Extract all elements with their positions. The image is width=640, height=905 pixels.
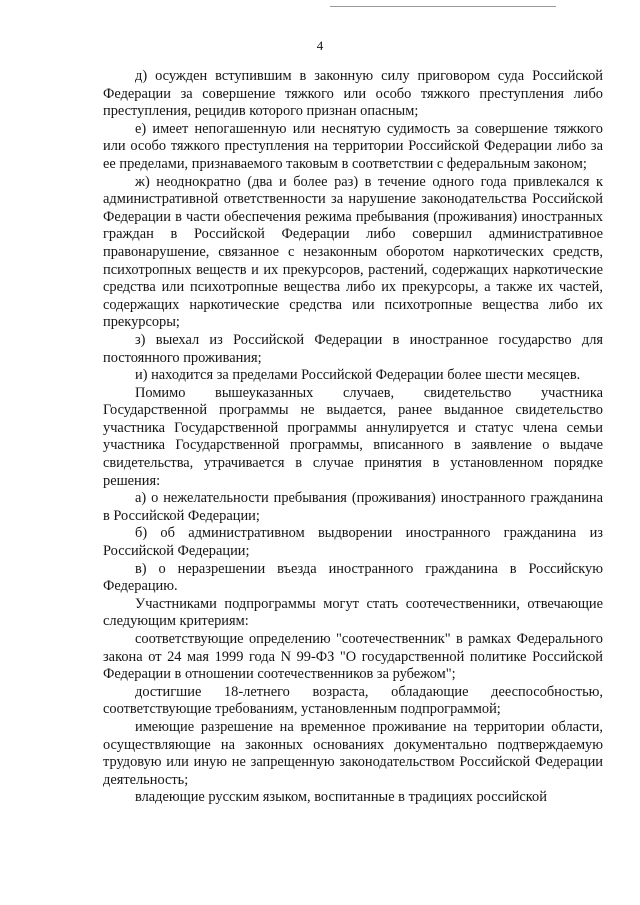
paragraph-e: е) имеет непогашенную или неснятую судимость за совершение тяжкого или особо тяжкого преступления на территории Российской Федерации либо за ее пределами, признаваемого таковым в соответствии с федеральным законом; (103, 120, 603, 172)
paragraph-z: з) выехал из Российской Федерации в иностранное государство для постоянного проживания; (103, 331, 603, 366)
paragraph-a-undesirability: а) о нежелательности пребывания (проживания) иностранного гражданина в Российской Федерации; (103, 490, 603, 524)
criterion-residence-permit: имеющие разрешение на временное проживание на территории области, осуществляющие на законных основаниях документально подтверждаемую трудовую или иную не запрещенную законодательством Российской Федерации деятельность; (103, 718, 603, 788)
criterion-compatriot: соответствующие определению "соотечественник" в рамках Федерального закона от 24 мая 1999 года N 99-ФЗ "О государственной политике Российской Федерации в отношении соотечественников за рубежом"; (103, 631, 603, 683)
paragraph-b-deportation: б) об административном выдворении иностранного гражданина из Российской Федерации; (103, 525, 603, 560)
criterion-russian-language: владеющие русским языком, воспитанные в традициях российской (135, 789, 547, 806)
page-number: 4 (316, 38, 324, 53)
paragraph-d: д) осужден вступившим в законную силу приговором суда Российской Федерации за совершение тяжкого или особо тяжкого преступления либо преступления, рецидив которого признан опасным; (103, 68, 603, 120)
paragraph-i: и) находится за пределами Российской Федерации более шести месяцев. (135, 367, 581, 384)
paragraph-v-entry-ban: в) о неразрешении въезда иностранного гражданина в Российскую Федерацию. (103, 560, 603, 595)
paragraph-besides-cases: Помимо вышеуказанных случаев, свидетельство участника Государственной программы не выдается, ранее выданное свидетельство участника Государственной программы аннулируется и статус члена семьи участника Государственной программы, вписанного в заявление о выдаче свидетельства, утрачивается в случае принятия в установленном порядке решения: (103, 384, 603, 489)
criterion-age: достигшие 18-летнего возраста, обладающие дееспособностью, соответствующие требованиям, установленным подпрограммой; (103, 683, 603, 718)
scan-top-line (330, 6, 556, 7)
document-body (103, 68, 603, 807)
paragraph-zh: ж) неоднократно (два и более раз) в течение одного года привлекался к административной ответственности за нарушение законодательства Российской Федерации в части обеспечения режима пребывания (проживания) иностранных граждан в Российской Федерации либо совершил административное правонарушение, связанное с незаконным оборотом наркотических средств, психотропных веществ и их прекурсоров, растений, содержащих наркотические средства или психотропные вещества либо их прекурсоры, а также их частей, содержащих наркотические средства или психотропные вещества либо их прекурсоры; (103, 173, 603, 331)
paragraph-participants: Участниками подпрограммы могут стать соотечественники, отвечающие следующим критериям: (103, 595, 603, 630)
